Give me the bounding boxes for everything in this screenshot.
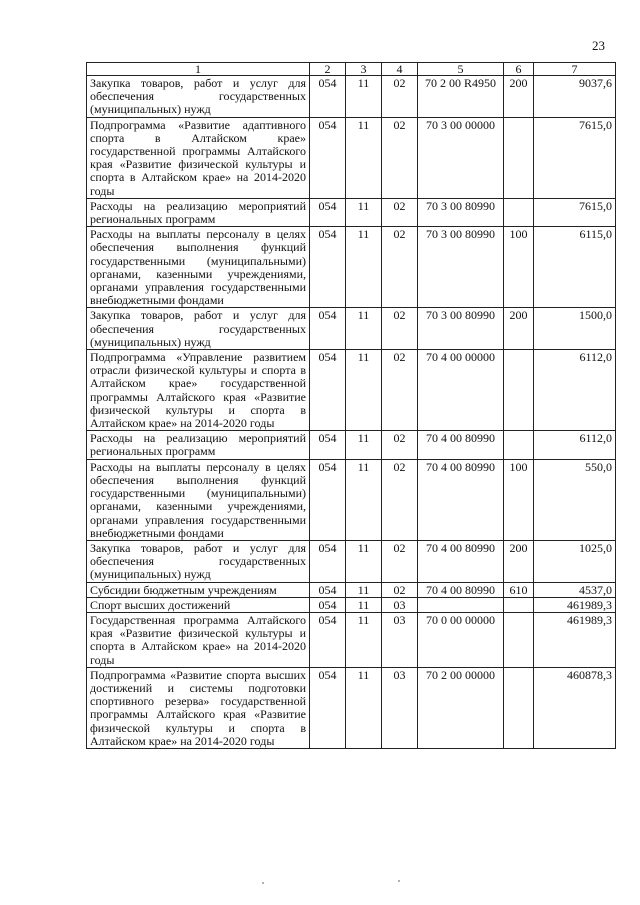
- row-ministry-code-cell: 054: [310, 667, 346, 748]
- header-col-3: 3: [346, 63, 382, 76]
- table-row: [87, 350, 616, 431]
- header-col-1: 1: [87, 63, 310, 76]
- row-name-cell: Расходы на выплаты персоналу в целях обеспечения выполнения функций государственными (муниципальными) органами, казенными учреждениями, органами управления государственными внебюджетными фондами: [87, 227, 310, 308]
- row-subsection-cell: 03: [382, 667, 418, 748]
- row-section-cell: 11: [346, 582, 382, 597]
- page-number: 23: [592, 38, 605, 53]
- row-target-code-cell: 70 3 00 80990: [418, 227, 504, 308]
- row-section-cell: 11: [346, 459, 382, 540]
- row-subsection-cell: 02: [382, 76, 418, 118]
- row-subsection-cell: 02: [382, 431, 418, 459]
- row-target-code-cell: 70 4 00 00000: [418, 350, 504, 431]
- row-target-code-cell: 70 4 00 80990: [418, 540, 504, 582]
- row-amount-cell: 9037,6: [534, 76, 616, 118]
- row-section-cell: 11: [346, 76, 382, 118]
- row-expense-type-cell: 100: [504, 459, 534, 540]
- header-col-2: 2: [310, 63, 346, 76]
- row-name-cell: Расходы на реализацию мероприятий региональных программ: [87, 198, 310, 226]
- table-row: [87, 227, 616, 308]
- row-expense-type-cell: [504, 597, 534, 612]
- row-name-cell: Расходы на реализацию мероприятий региональных программ: [87, 431, 310, 459]
- row-section-cell: 11: [346, 117, 382, 198]
- header-col-7: 7: [534, 63, 616, 76]
- header-col-5: 5: [418, 63, 504, 76]
- row-amount-cell: 461989,3: [534, 612, 616, 667]
- table-row: [87, 431, 616, 459]
- row-ministry-code-cell: 054: [310, 540, 346, 582]
- row-subsection-cell: 02: [382, 540, 418, 582]
- row-subsection-cell: 03: [382, 612, 418, 667]
- row-name-cell: Субсидии бюджетным учреждениям: [87, 582, 310, 597]
- table-row: [87, 117, 616, 198]
- row-target-code-cell: 70 2 00 R4950: [418, 76, 504, 118]
- row-amount-cell: 4537,0: [534, 582, 616, 597]
- row-ministry-code-cell: 054: [310, 227, 346, 308]
- row-section-cell: 11: [346, 227, 382, 308]
- row-name-cell: Расходы на выплаты персоналу в целях обеспечения выполнения функций государственными (муниципальными) органами, казенными учреждениями, органами управления государственными внебюджетными фондами: [87, 459, 310, 540]
- row-section-cell: 11: [346, 597, 382, 612]
- row-subsection-cell: 02: [382, 350, 418, 431]
- row-target-code-cell: 70 3 00 00000: [418, 117, 504, 198]
- row-name-cell: Подпрограмма «Управление развитием отрасли физической культуры и спорта в Алтайском крае» государственной программы Алтайского края «Развитие физической культуры и спорта в Алтайском крае» на 2014-2020 годы: [87, 350, 310, 431]
- row-amount-cell: 460878,3: [534, 667, 616, 748]
- row-section-cell: 11: [346, 540, 382, 582]
- row-expense-type-cell: [504, 612, 534, 667]
- row-target-code-cell: [418, 597, 504, 612]
- table-row: [87, 582, 616, 597]
- row-expense-type-cell: 610: [504, 582, 534, 597]
- row-ministry-code-cell: 054: [310, 76, 346, 118]
- row-name-cell: Закупка товаров, работ и услуг для обеспечения государственных (муниципальных) нужд: [87, 308, 310, 350]
- row-expense-type-cell: [504, 117, 534, 198]
- row-ministry-code-cell: 054: [310, 597, 346, 612]
- row-ministry-code-cell: 054: [310, 612, 346, 667]
- row-ministry-code-cell: 054: [310, 431, 346, 459]
- table-row: [87, 459, 616, 540]
- row-section-cell: 11: [346, 350, 382, 431]
- row-target-code-cell: 70 4 00 80990: [418, 431, 504, 459]
- row-section-cell: 11: [346, 431, 382, 459]
- row-target-code-cell: 70 2 00 00000: [418, 667, 504, 748]
- row-ministry-code-cell: 054: [310, 582, 346, 597]
- row-subsection-cell: 02: [382, 198, 418, 226]
- row-subsection-cell: 02: [382, 227, 418, 308]
- row-name-cell: Подпрограмма «Развитие спорта высших достижений и системы подготовки спортивного резерва» государственной программы Алтайского края «Развитие физической культуры и спорта в Алтайском крае» на 2014-2020 годы: [87, 667, 310, 748]
- row-name-cell: Государственная программа Алтайского края «Развитие физической культуры и спорта в Алтайском крае» на 2014-2020 годы: [87, 612, 310, 667]
- row-amount-cell: 1025,0: [534, 540, 616, 582]
- row-subsection-cell: 02: [382, 459, 418, 540]
- row-name-cell: Подпрограмма «Развитие адаптивного спорта в Алтайском крае» государственной программы Алтайского края «Развитие физической культуры и спорта в Алтайском крае» на 2014-2020 годы: [87, 117, 310, 198]
- row-amount-cell: 1500,0: [534, 308, 616, 350]
- row-target-code-cell: 70 3 00 80990: [418, 308, 504, 350]
- row-amount-cell: 7615,0: [534, 117, 616, 198]
- row-name-cell: Закупка товаров, работ и услуг для обеспечения государственных (муниципальных) нужд: [87, 76, 310, 118]
- row-expense-type-cell: [504, 667, 534, 748]
- table-row: [87, 540, 616, 582]
- row-section-cell: 11: [346, 308, 382, 350]
- row-section-cell: 11: [346, 612, 382, 667]
- row-expense-type-cell: 200: [504, 76, 534, 118]
- row-expense-type-cell: [504, 198, 534, 226]
- row-name-cell: Спорт высших достижений: [87, 597, 310, 612]
- row-ministry-code-cell: 054: [310, 198, 346, 226]
- row-amount-cell: 7615,0: [534, 198, 616, 226]
- row-ministry-code-cell: 054: [310, 459, 346, 540]
- table-header-row: [87, 63, 616, 76]
- row-expense-type-cell: [504, 350, 534, 431]
- row-name-cell: Закупка товаров, работ и услуг для обеспечения государственных (муниципальных) нужд: [87, 540, 310, 582]
- row-amount-cell: 6112,0: [534, 431, 616, 459]
- budget-table: [86, 62, 616, 749]
- row-amount-cell: 6112,0: [534, 350, 616, 431]
- row-subsection-cell: 02: [382, 308, 418, 350]
- row-subsection-cell: 02: [382, 117, 418, 198]
- scan-speck: [262, 882, 264, 884]
- row-section-cell: 11: [346, 198, 382, 226]
- table-row: [87, 597, 616, 612]
- row-target-code-cell: 70 3 00 80990: [418, 198, 504, 226]
- header-col-6: 6: [504, 63, 534, 76]
- row-expense-type-cell: 200: [504, 308, 534, 350]
- row-expense-type-cell: 200: [504, 540, 534, 582]
- row-subsection-cell: 03: [382, 597, 418, 612]
- scan-speck: [398, 880, 400, 882]
- row-target-code-cell: 70 0 00 00000: [418, 612, 504, 667]
- row-ministry-code-cell: 054: [310, 308, 346, 350]
- table-row: [87, 612, 616, 667]
- row-expense-type-cell: 100: [504, 227, 534, 308]
- table-row: [87, 76, 616, 118]
- row-ministry-code-cell: 054: [310, 350, 346, 431]
- row-expense-type-cell: [504, 431, 534, 459]
- row-subsection-cell: 02: [382, 582, 418, 597]
- table-row: [87, 667, 616, 748]
- table-row: [87, 198, 616, 226]
- header-col-4: 4: [382, 63, 418, 76]
- table-row: [87, 308, 616, 350]
- row-amount-cell: 461989,3: [534, 597, 616, 612]
- row-target-code-cell: 70 4 00 80990: [418, 459, 504, 540]
- row-section-cell: 11: [346, 667, 382, 748]
- row-target-code-cell: 70 4 00 80990: [418, 582, 504, 597]
- row-ministry-code-cell: 054: [310, 117, 346, 198]
- row-amount-cell: 550,0: [534, 459, 616, 540]
- row-amount-cell: 6115,0: [534, 227, 616, 308]
